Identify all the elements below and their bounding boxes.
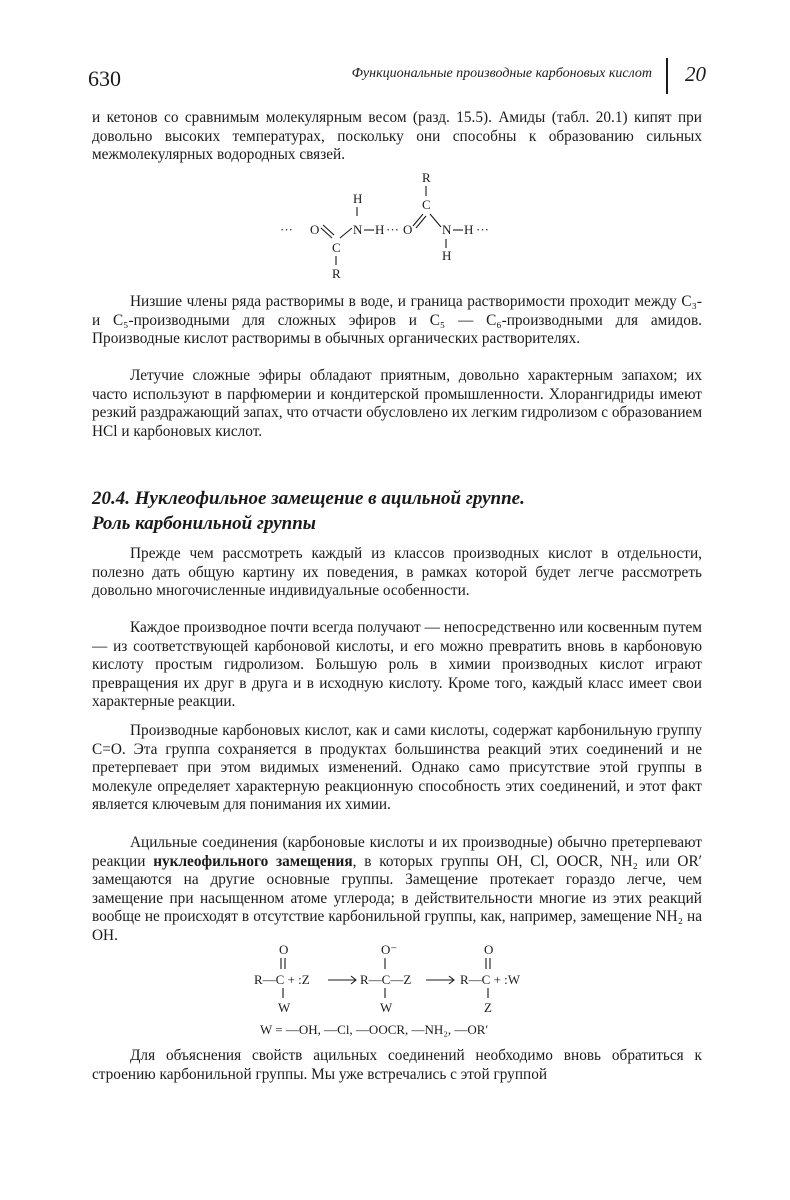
section-heading [92,486,525,536]
diagram1-h-mid: H [375,222,385,237]
chapter-number: 20 [685,62,706,86]
scheme-double-bond [281,958,285,969]
scheme-legend: W = —OH, —Cl, —OOCR, —NH₂, —OR′ [260,1022,489,1037]
header-divider [666,58,668,94]
page-header [88,56,706,96]
diagram1-h-bottom: H [442,248,452,263]
section-heading-line-1: 20.4. Нуклеофильное замещение в ацильной группе. [92,488,525,509]
diagram1-h-right: H [464,222,474,237]
amide-hydrogen-bond-diagram [280,166,520,286]
scheme-step1-formula: R—C + :Z [254,972,310,987]
scheme-step3-o: O [484,942,494,957]
diagram1-h-top: H [353,191,363,206]
paragraph-amides-boiling: и кетонов со сравнимым молекулярным весом (разд. 15.5). Амиды (табл. 20.1) кипят при довольно высоких температурах, поскольку они способны к образованию сильных межмолекулярных водородных связей. [92,109,702,164]
diagram1-n-right: N [442,222,452,237]
paragraph-substitution [92,834,702,946]
paragraph-solubility: Низшие члены ряда растворимы в воде, и граница растворимости проходит между C₃- и C₅-производными для сложных эфиров и C₅ — C₆-производными для амидов. Производные кислот растворимы в обычных органических растворителях. [92,293,702,348]
paragraph-carbonyl: Производные карбоновых кислот, как и сами кислоты, содержат карбонильную группу C=O. Эта группа сохраняется в продуктах большинства реакций этих соединений и не претерпевает при этом видимых изменений. Однако само присутствие этой группы в молекуле определяет характерную реакционную способность этих соединений, и этот факт является ключевым для понимания их химии. [92,722,702,814]
scheme-step3-z: Z [484,1000,492,1015]
diagram1-bond [340,228,352,238]
diagram1-c-bottom: C [332,240,341,255]
page-number: 630 [88,66,121,91]
diagram1-dots-left: ··· [280,222,293,237]
substitution-scheme [248,940,558,1040]
diagram1-bond [430,214,441,227]
diagram1-n-left: N [353,222,363,237]
diagram1-dots-mid: ··· [386,222,399,237]
substitution-term: нуклеофильного замещения [153,852,353,870]
scheme-step1-w: W [278,1000,291,1015]
scheme-double-bond [486,958,490,969]
section-heading-line-2: Роль карбонильной группы [92,513,316,534]
scheme-step2-o: O⁻ [381,942,398,957]
diagram1-o-left: O [310,222,320,237]
scheme-step3-formula: R—C + :W [460,972,521,987]
paragraph-preparation: Каждое производное почти всегда получают — непосредственно или косвенным путем — из соответствующей карбоновой кислоты, и его можно превратить вновь в карбоновую кислоту простым гидролизом. Большую роль в химии производных кислот играют превращения их друг в друга и в исходную кислоту. Кроме того, каждый класс имеет свои характерные реакции. [92,619,702,711]
diagram1-c-top: C [422,197,431,212]
substitution-text-a: Ацильные соединения (карбоновые кислоты и их производные) обычно претерпевают реакции [92,834,702,870]
substitution-text-b: , в которых группы OH, Cl, OOCR, NH₂ или OR′ замещаются на другие основные группы. Замещение протекает гораздо легче, чем замещение при насыщенном атоме углерода; в действительности многие из этих реакций вообще не происходят в отсутствие карбонильной группы, как, например, замещение NH₂ на OH. [92,852,703,944]
diagram1-double-bond [413,214,426,228]
diagram1-double-bond [321,225,334,238]
diagram1-dots-right: ··· [476,222,489,237]
scheme-step2-w: W [380,1000,393,1015]
diagram1-o-right: O [403,222,413,237]
diagram1-r-top: R [422,170,431,185]
running-title: Функциональные производные карбоновых кислот [351,66,652,81]
scheme-step2-formula: R—C—Z [360,972,412,987]
paragraph-odor: Летучие сложные эфиры обладают приятным, довольно характерным запахом; их часто используют в парфюмерии и кондитерской промышленности. Хлорангидриды имеют резкий раздражающий запах, что отчасти обусловлено их легким гидролизом с образованием HCl и карбоновых кислот. [92,367,702,440]
paragraph-overview: Прежде чем рассмотреть каждый из классов производных кислот в отдельности, полезно дать общую картину их поведения, в рамках которой будет легче рассмотреть довольно многочисленные индивидуальные особенности. [92,545,702,600]
scheme-step1-o: O [279,942,289,957]
paragraph-structure: Для объяснения свойств ацильных соединений необходимо вновь обратиться к строению карбонильной группы. Мы уже встречались с этой группой [92,1047,702,1083]
diagram1-r-bottom: R [332,266,341,281]
